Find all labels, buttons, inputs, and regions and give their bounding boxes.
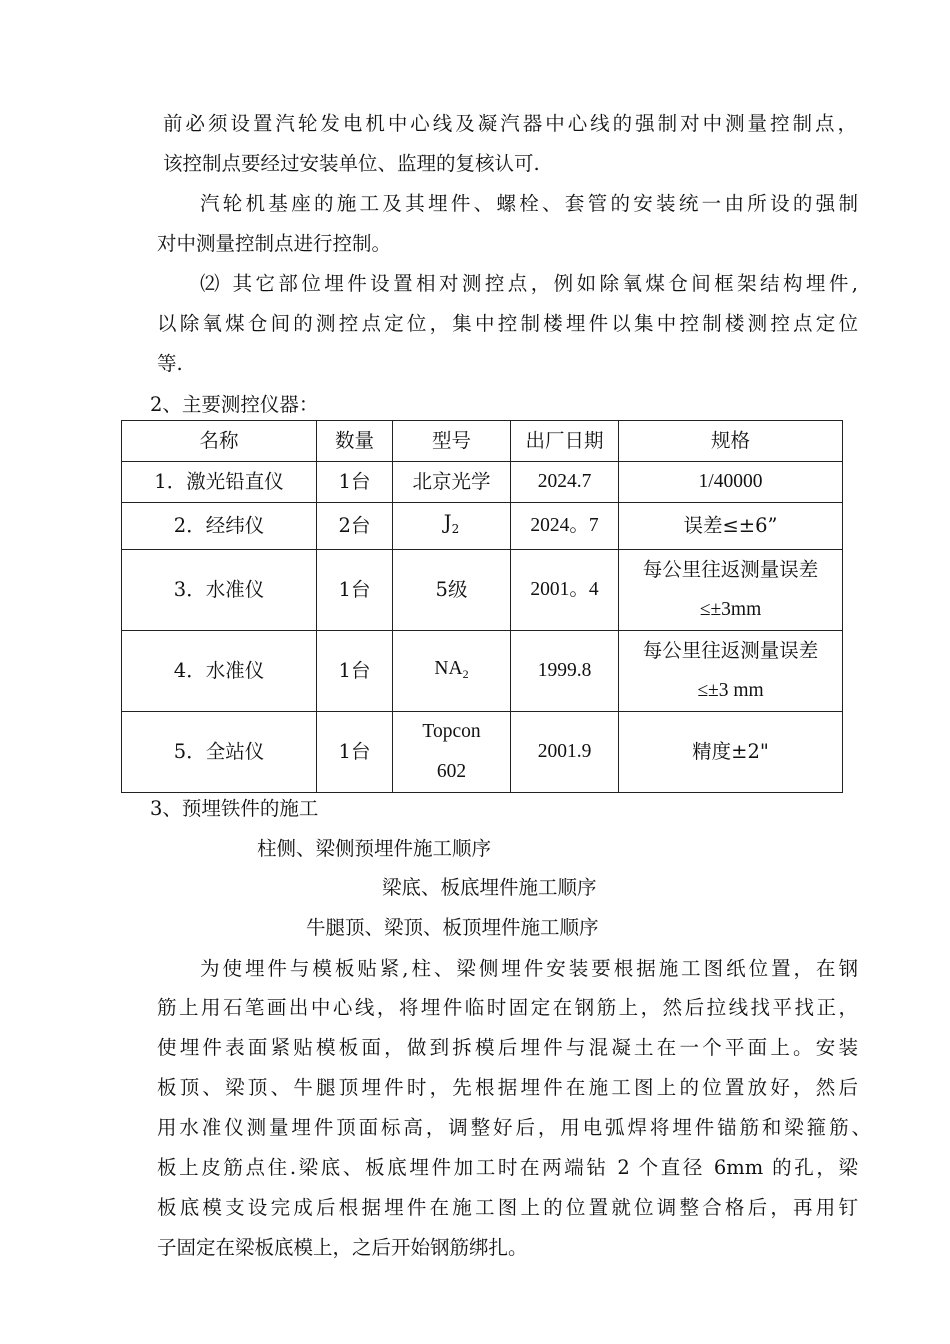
- table-row: [122, 631, 843, 712]
- cell-qty: 1台: [317, 550, 393, 631]
- body-line-3: 使埋件表面紧贴模板面，做到拆模后埋件与混凝土在一个平面上。安装: [157, 1036, 858, 1059]
- body-line-8: 子固定在梁板底模上，之后开始钢筋绑扎。: [157, 1236, 528, 1259]
- cell-date: 2001.9: [511, 712, 619, 793]
- cell-qty: 1台: [317, 712, 393, 793]
- cell-qty: 1台: [317, 462, 393, 503]
- section-3-heading: 3、预埋铁件的施工: [150, 797, 319, 820]
- spec-line-2: ≤±3 mm: [697, 680, 764, 701]
- header-date: 出厂日期: [511, 421, 619, 462]
- cell-date: 2024.7: [511, 462, 619, 503]
- cell-date: 2001。4: [511, 550, 619, 631]
- table-row: [122, 462, 843, 503]
- cell-model: [393, 631, 511, 712]
- intro-p3-line-2: 以除氧煤仓间的测控点定位，集中控制楼埋件以集中控制楼测控点定位: [157, 312, 858, 335]
- table-header-row: [122, 421, 843, 462]
- body-line-4: 板顶、梁顶、牛腿顶埋件时，先根据埋件在施工图上的位置放好，然后: [157, 1076, 858, 1099]
- body-line-6: 板上皮筋点住.梁底、板底埋件加工时在两端钻 2 个直径 6mm 的孔，梁: [157, 1156, 858, 1179]
- model-text: J: [443, 511, 452, 534]
- table-row: [122, 712, 843, 793]
- cell-date: 2024。7: [511, 503, 619, 550]
- intro-line-1: 前必须设置汽轮发电机中心线及凝汽器中心线的强制对中测量控制点，: [163, 112, 857, 135]
- flow-label-3: 牛腿顶、梁顶、板顶埋件施工顺序: [306, 916, 599, 939]
- body-line-2: 筋上用石笔画出中心线，将埋件临时固定在钢筋上，然后拉线找平找正，: [157, 996, 858, 1019]
- flow-label-2: 梁底、板底埋件施工顺序: [382, 876, 597, 899]
- cell-name: 3．水准仪: [122, 550, 317, 631]
- header-spec: 规格: [619, 421, 843, 462]
- body-line-1: 为使埋件与模板贴紧,柱、梁侧埋件安装要根据施工图纸位置，在钢: [200, 957, 858, 980]
- cell-name: 5．全站仪: [122, 712, 317, 793]
- flow-label-1: 柱侧、梁侧预埋件施工顺序: [257, 837, 492, 860]
- cell-spec: 精度±2": [619, 712, 843, 793]
- model-text: NA: [434, 657, 463, 679]
- cell-spec: 1/40000: [619, 462, 843, 503]
- table-row: [122, 550, 843, 631]
- intro-line-2: 该控制点要经过安装单位、监理的复核认可.: [163, 152, 540, 175]
- body-line-7: 板底模支设完成后根据埋件在施工图上的位置就位调整合格后，再用钉: [157, 1196, 858, 1219]
- intro-p3-line-3: 等.: [157, 352, 183, 375]
- cell-spec: [619, 550, 843, 631]
- instrument-table: [121, 420, 843, 793]
- spec-line-2: ≤±3mm: [699, 599, 762, 620]
- cell-model: [393, 712, 511, 793]
- table-row: [122, 503, 843, 550]
- model-line-2: 602: [436, 761, 467, 782]
- body-line-5: 用水准仪测量埋件顶面标高，调整好后，用电弧焊将埋件锚筋和梁箍筋、: [157, 1116, 871, 1139]
- cell-qty: 1台: [317, 631, 393, 712]
- model-line-1: Topcon: [422, 721, 481, 742]
- intro-p3-line-1: ⑵ 其它部位埋件设置相对测控点，例如除氧煤仓间框架结构埋件,: [200, 272, 858, 295]
- section-2-heading: 2、主要测控仪器：: [150, 393, 319, 416]
- cell-spec: [619, 631, 843, 712]
- spec-line-1: 每公里往返测量误差: [642, 639, 819, 662]
- cell-date: 1999.8: [511, 631, 619, 712]
- cell-model: 北京光学: [393, 462, 511, 503]
- cell-spec: 误差≤±6”: [619, 503, 843, 550]
- header-name: 名称: [122, 421, 317, 462]
- header-model: 型号: [393, 421, 511, 462]
- cell-qty: 2台: [317, 503, 393, 550]
- cell-model: 5级: [393, 550, 511, 631]
- spec-line-1: 每公里往返测量误差: [642, 558, 819, 581]
- cell-name: 4．水准仪: [122, 631, 317, 712]
- header-qty: 数量: [317, 421, 393, 462]
- model-subscript: 2: [451, 522, 460, 536]
- cell-name: 2．经纬仪: [122, 503, 317, 550]
- intro-p2-line-1: 汽轮机基座的施工及其埋件、螺栓、套管的安装统一由所设的强制: [200, 192, 858, 215]
- model-subscript: 2: [462, 666, 469, 681]
- cell-name: 1．激光铅直仪: [122, 462, 317, 503]
- intro-p2-line-2: 对中测量控制点进行控制。: [157, 232, 392, 255]
- cell-model: [393, 503, 511, 550]
